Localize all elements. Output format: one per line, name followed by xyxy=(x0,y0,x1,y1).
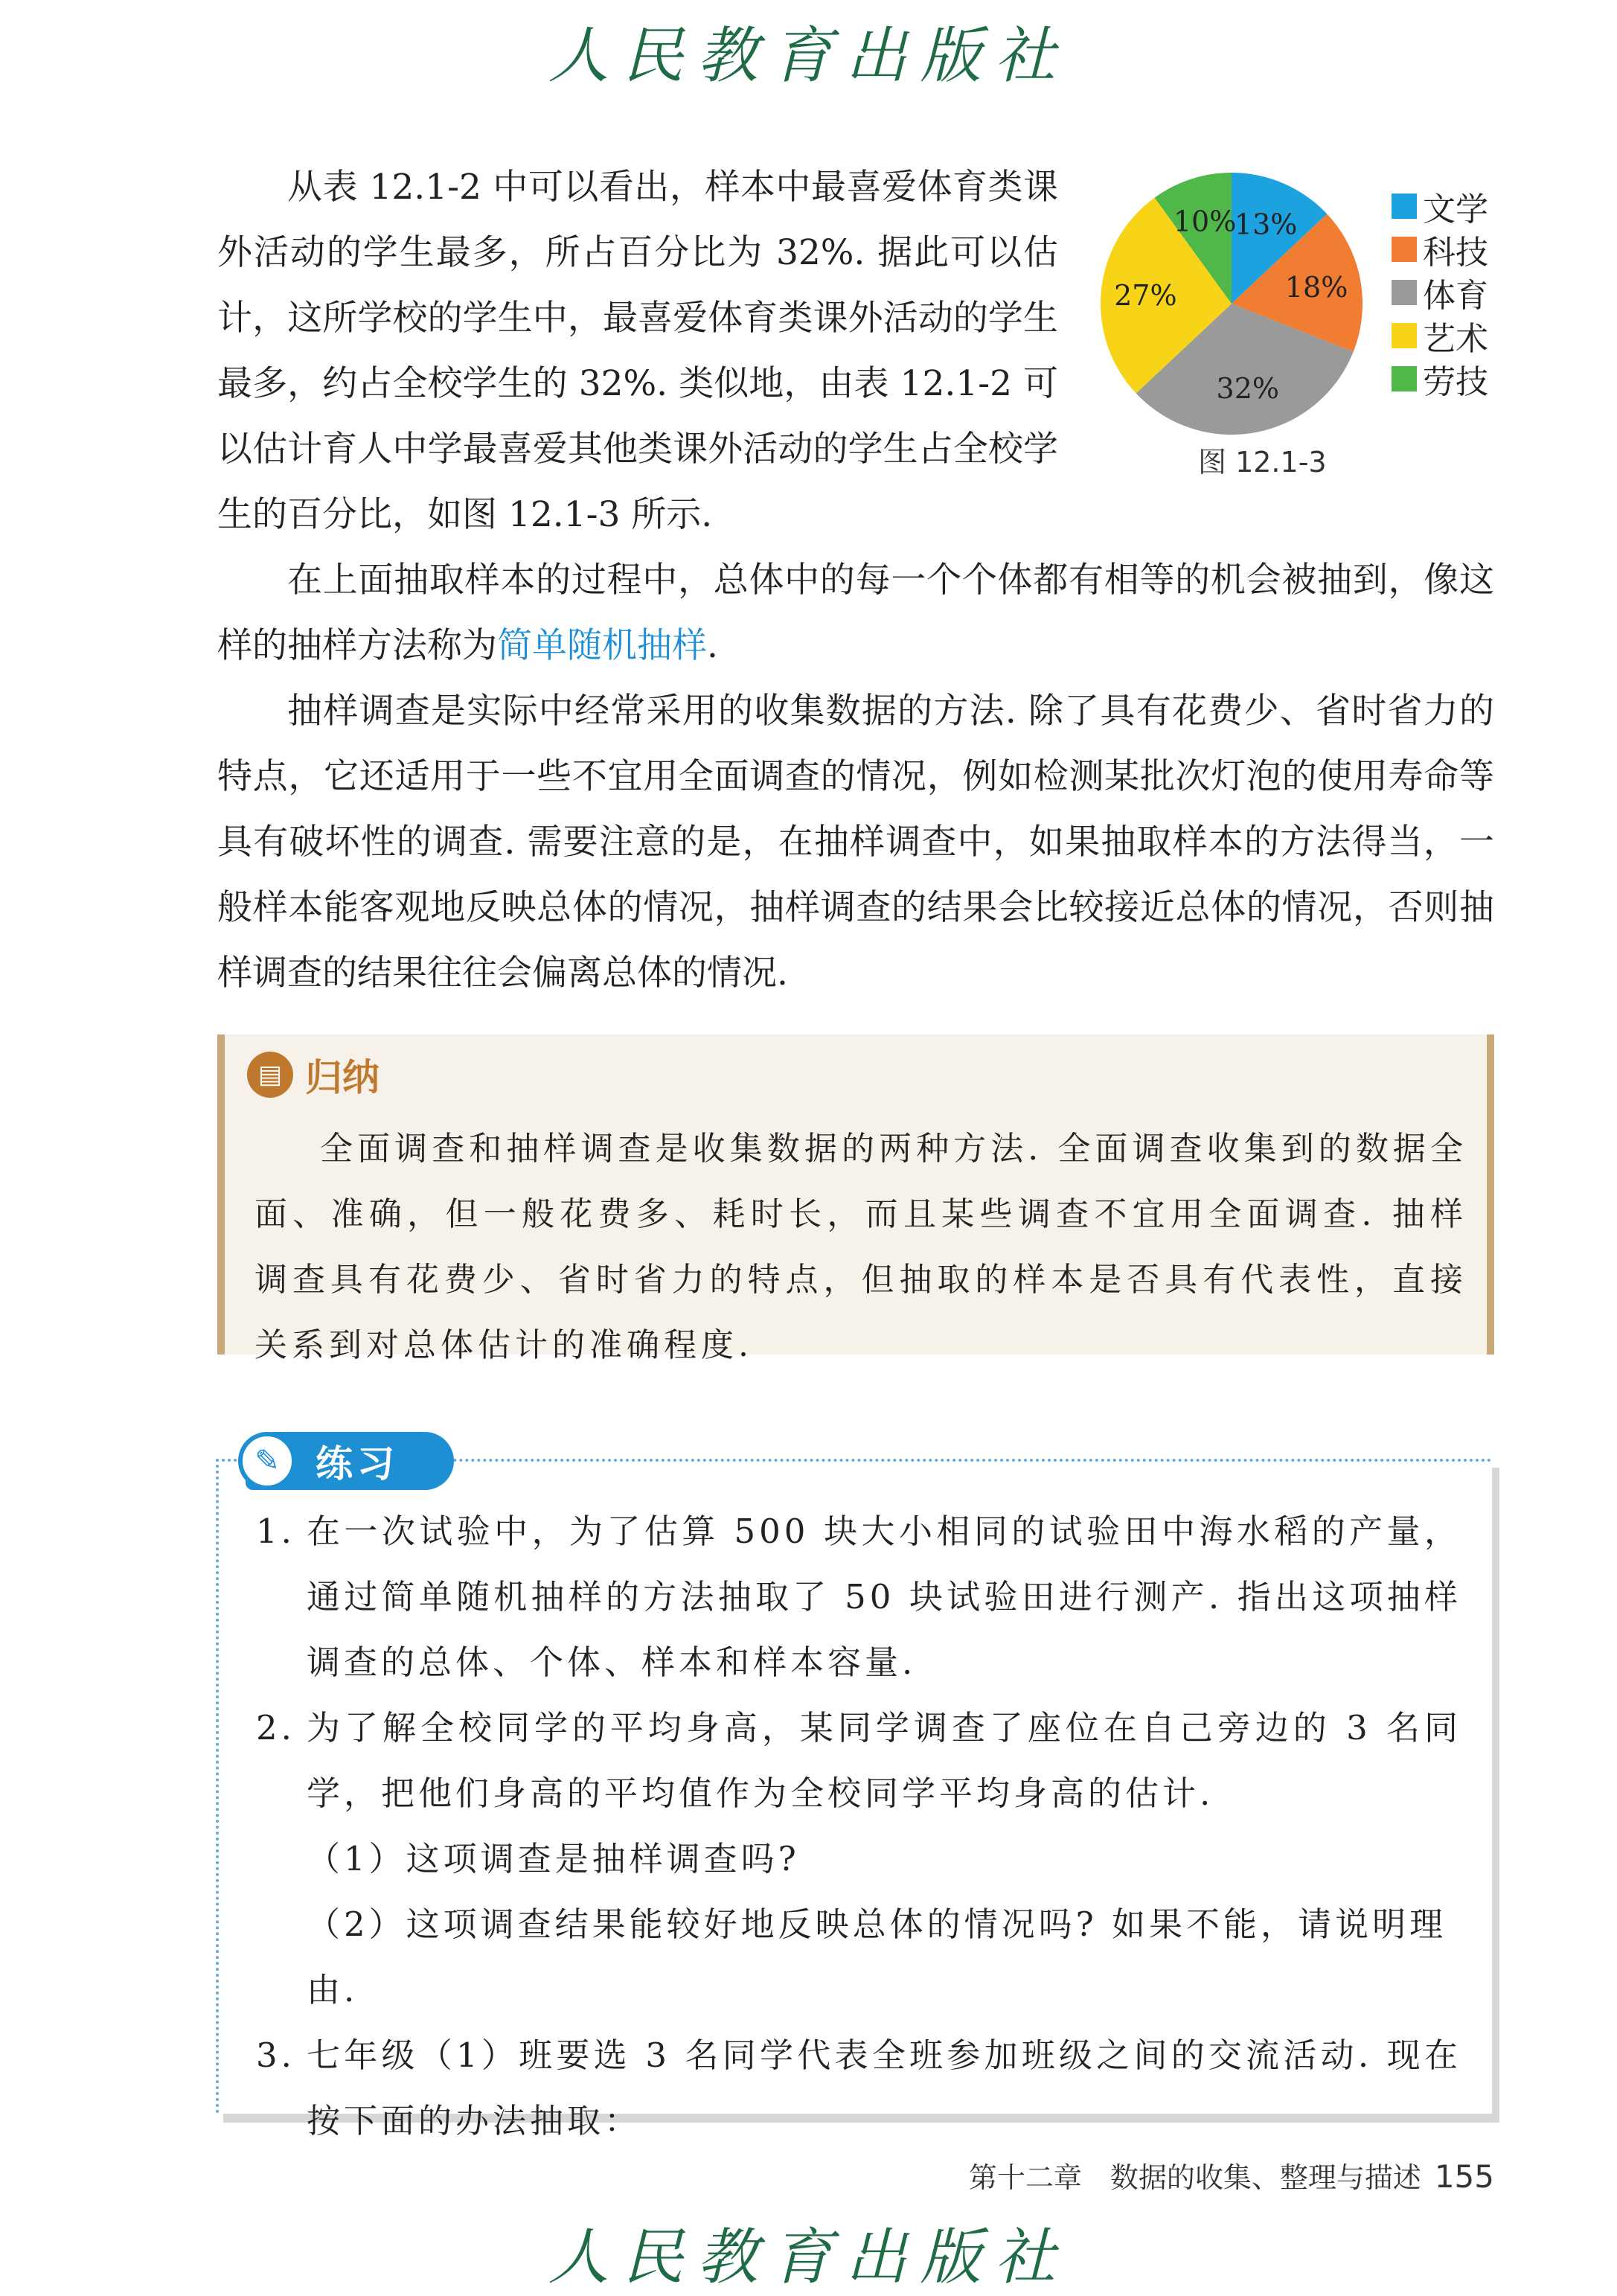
legend-item-1 xyxy=(1392,228,1488,271)
summary-title: 归纳 xyxy=(305,1056,380,1099)
legend-swatch xyxy=(1392,366,1417,391)
page-number: 155 xyxy=(1434,2158,1494,2195)
pie-label-4: 10% xyxy=(1173,205,1237,238)
pie-label-3: 27% xyxy=(1114,279,1177,313)
exercise-text: 在一次试验中，为了估算 500 块大小相同的试验田中海水稻的产量，通过简单随机抽样的方法抽取了 50 块试验田进行测产. 指出这项抽样调查的总体、个体、样本和样本容量. xyxy=(307,1512,1461,1682)
intro-paragraph: 从表 12.1-2 中可以看出，样本中最喜爱体育类课外活动的学生最多，所占百分比为 32%. 据此可以估计，这所学校的学生中，最喜爱体育类课外活动的学生最多，约占全校学生的 32%. 类似地，由表 12.1-2 可以估计育人中学最喜爱其他类课外活动的学生占全校学生的百分比，如图 12.1-3 所示. xyxy=(217,167,1058,535)
pie-label-0: 13% xyxy=(1234,208,1298,241)
figure-caption: 图 12.1-3 xyxy=(1198,446,1327,479)
exercise-box xyxy=(216,1442,1492,2140)
legend-label: 文学 xyxy=(1423,191,1488,228)
publisher-logo-top: 人民教育出版社 xyxy=(548,21,1069,92)
paragraph-sampling-end: . xyxy=(707,625,718,666)
exercise-number: 1. xyxy=(256,1512,295,1551)
summary-box xyxy=(217,1035,1494,1364)
legend-swatch xyxy=(1392,194,1417,219)
legend-label: 艺术 xyxy=(1423,320,1488,358)
page-footer xyxy=(967,2155,1494,2196)
exercise-title: 练习 xyxy=(316,1442,399,1486)
chart-legend xyxy=(1392,185,1488,400)
pie-label-2: 32% xyxy=(1216,372,1280,406)
exercise-number: 2. xyxy=(256,1708,295,1747)
exercise-list xyxy=(256,1499,1461,2154)
summary-text: 全面调查和抽样调查是收集数据的两种方法. 全面调查收集到的数据全面、准确，但一般花费多、耗时长，而且某些调查不宜用全面调查. 抽样调查具有花费少、省时省力的特点，但抽取的样本是否具有代表性，直接关系到对总体估计的准确程度. xyxy=(254,1130,1467,1364)
book-icon: ▤ xyxy=(247,1052,293,1098)
exercise-text: 为了解全校同学的平均身高，某同学调查了座位在自己旁边的 3 名同学，把他们身高的平均值作为全校同学平均身高的估计. xyxy=(307,1708,1461,1813)
exercise-text: 七年级（1）班要选 3 名同学代表全班参加班级之间的交流活动. 现在按下面的办法抽取： xyxy=(307,2036,1461,2140)
legend-item-0 xyxy=(1392,185,1488,228)
pencil-icon: ✎ xyxy=(238,1432,296,1490)
legend-swatch xyxy=(1392,237,1417,262)
legend-label: 劳技 xyxy=(1423,363,1488,401)
exercise-tab xyxy=(246,1432,454,1490)
exercise-item-2 xyxy=(256,1695,1461,1826)
paragraph-sampling-method xyxy=(217,548,1494,679)
pie-label-1: 18% xyxy=(1284,271,1348,304)
exercise-subitem-1: （1）这项调查是抽样调查吗? xyxy=(307,1839,800,1878)
exercise-number: 3. xyxy=(256,2036,295,2075)
exercise-item-3 xyxy=(256,2023,1461,2154)
term-simple-random-sampling: 简单随机抽样 xyxy=(497,625,707,666)
paragraph-sampling-survey: 抽样调查是实际中经常采用的收集数据的方法. 除了具有花费少、省时省力的特点，它还适用于一些不宜用全面调查的情况，例如检测某批次灯泡的使用寿命等具有破坏性的调查. 需要注意的是，在抽样调查中，如果抽取样本的方法得当，一般样本能客观地反映总体的情况，抽样调查的结果会比较接近总体的情况，否则抽样调查的结果往往会偏离总体的情况. xyxy=(217,691,1494,994)
legend-item-2 xyxy=(1392,271,1488,314)
legend-item-3 xyxy=(1392,314,1488,357)
summary-header xyxy=(247,1048,380,1101)
exercise-item-1 xyxy=(256,1499,1461,1695)
legend-swatch xyxy=(1392,323,1417,348)
chapter-title: 第十二章 数据的收集、整理与描述 xyxy=(968,2161,1421,2194)
legend-item-4 xyxy=(1392,357,1488,400)
legend-swatch xyxy=(1392,280,1417,305)
paragraph-sampling-text: 在上面抽取样本的过程中，总体中的每一个个体都有相等的机会被抽到，像这样的抽样方法称为 xyxy=(217,560,1494,666)
exercise-subitem-2: （2）这项调查结果能较好地反映总体的情况吗? 如果不能，请说明理由. xyxy=(307,1905,1447,2009)
legend-label: 科技 xyxy=(1423,234,1488,272)
legend-label: 体育 xyxy=(1423,277,1488,315)
publisher-logo-bottom: 人民教育出版社 xyxy=(548,2222,1069,2293)
